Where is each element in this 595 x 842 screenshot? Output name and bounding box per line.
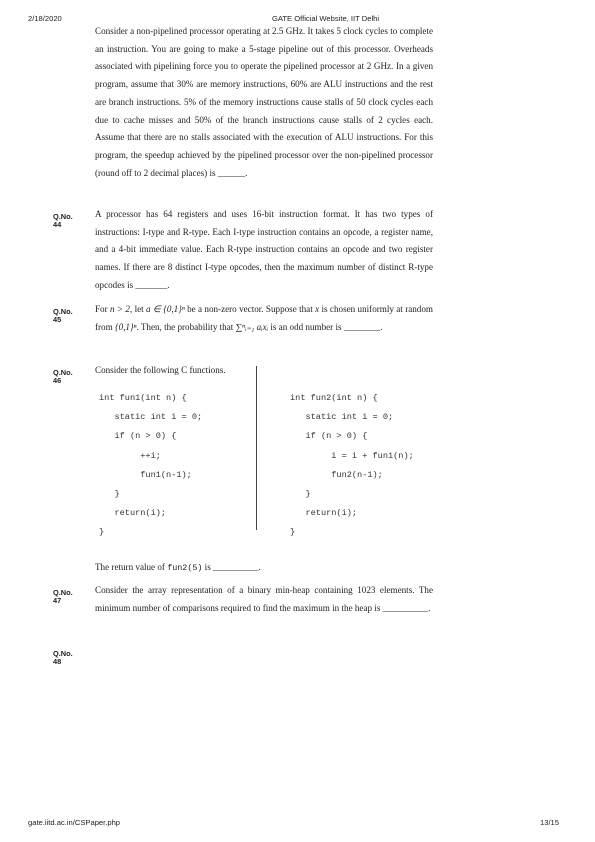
q47-number	[53, 589, 93, 606]
q46-num: 46	[53, 376, 62, 386]
q45-t1: For	[95, 304, 110, 314]
q45-number	[53, 308, 93, 325]
q48-num: 48	[53, 657, 62, 667]
q45-label: Q.No.	[53, 307, 73, 316]
q45-math-a: a ∈ {0,1}ⁿ	[146, 304, 185, 314]
code-fun1: int fun1(int n) { static int i = 0; if (n > 0) { ++i; fun1(n-1); } return(i); }	[99, 393, 203, 538]
q44-label: Q.No.	[53, 212, 73, 221]
q45-text	[95, 301, 433, 336]
q47-label: Q.No.	[53, 588, 73, 597]
q45-t4: is chosen uniformly at random from	[95, 304, 433, 332]
q45-t2: , let	[129, 304, 147, 314]
q44-num: 44	[53, 220, 62, 230]
q47-text: Consider the array representation of a binary min-heap containing 1023 elements. The minimum number of comparisons required to find the maximum in the heap is __________.	[95, 585, 433, 613]
q46-ret-code: fun2(5)	[167, 563, 203, 573]
q45-math-set: {0,1}ⁿ	[114, 321, 137, 332]
q45-math-x: x	[315, 304, 320, 314]
q45-num: 45	[53, 315, 62, 325]
q45-t5: . Then, the probability that	[136, 321, 236, 332]
code-fun2: int fun2(int n) { static int i = 0; if (n > 0) { i = i + fun1(n); fun2(n-1); } return(i); }	[290, 393, 414, 538]
q46-return-question	[95, 559, 433, 578]
q45-math-sum: ∑ⁿᵢ₌₁ aᵢxᵢ	[235, 321, 269, 332]
q45-math-n: n > 2	[110, 304, 130, 314]
code-divider	[256, 366, 257, 530]
q45-t3: be a non-zero vector. Suppose that	[184, 304, 316, 314]
q46-intro: Consider the following C functions.	[95, 365, 226, 375]
q45-t6: is an odd number is ________.	[268, 321, 383, 332]
footer-page-number: 13/15	[540, 818, 560, 827]
q44-text: A processor has 64 registers and uses 16-bit instruction format. It has two types of instructions: I-type and R-type. Each I-type instruction contains an opcode, a register name, and a 4-bit immediate value. Each R-type instruction contains an opcode and two register names. If there are 8 distinct I-type opcodes, then the maximum number of distinct R-type opcodes is _______.	[95, 209, 433, 290]
q44-number	[53, 213, 93, 230]
q48-number	[53, 650, 93, 667]
q46-label: Q.No.	[53, 368, 73, 377]
q47-num: 47	[53, 596, 62, 606]
q48-label: Q.No.	[53, 649, 73, 658]
footer-url: gate.iitd.ac.in/CSPaper.php	[28, 818, 121, 827]
q46-number	[53, 369, 93, 386]
header-site-title: GATE Official Website, IIT Delhi	[272, 14, 380, 23]
q43-text: Consider a non-pipelined processor operating at 2.5 GHz. It takes 5 clock cycles to complete an instruction. You are going to make a 5-stage pipeline out of this processor. Overheads associated with pipelining force you to operate the pipelined processor at 2 GHz. In a given program, assume that 30% are memory instructions, 60% are ALU instructions and the rest are branch instructions. 5% of the memory instructions cause stalls of 50 clock cycles each due to cache misses and 50% of the branch instructions cause stalls of 2 cycles each. Assume that there are no stalls associated with the execution of ALU instructions. For this program, the speedup achieved by the pipelined processor over the non-pipelined processor (round off to 2 decimal places) is ______.	[95, 26, 433, 178]
q46-ret-pre: The return value of	[95, 562, 168, 572]
q46-ret-post: is __________.	[202, 562, 261, 572]
header-date: 2/18/2020	[28, 14, 62, 23]
